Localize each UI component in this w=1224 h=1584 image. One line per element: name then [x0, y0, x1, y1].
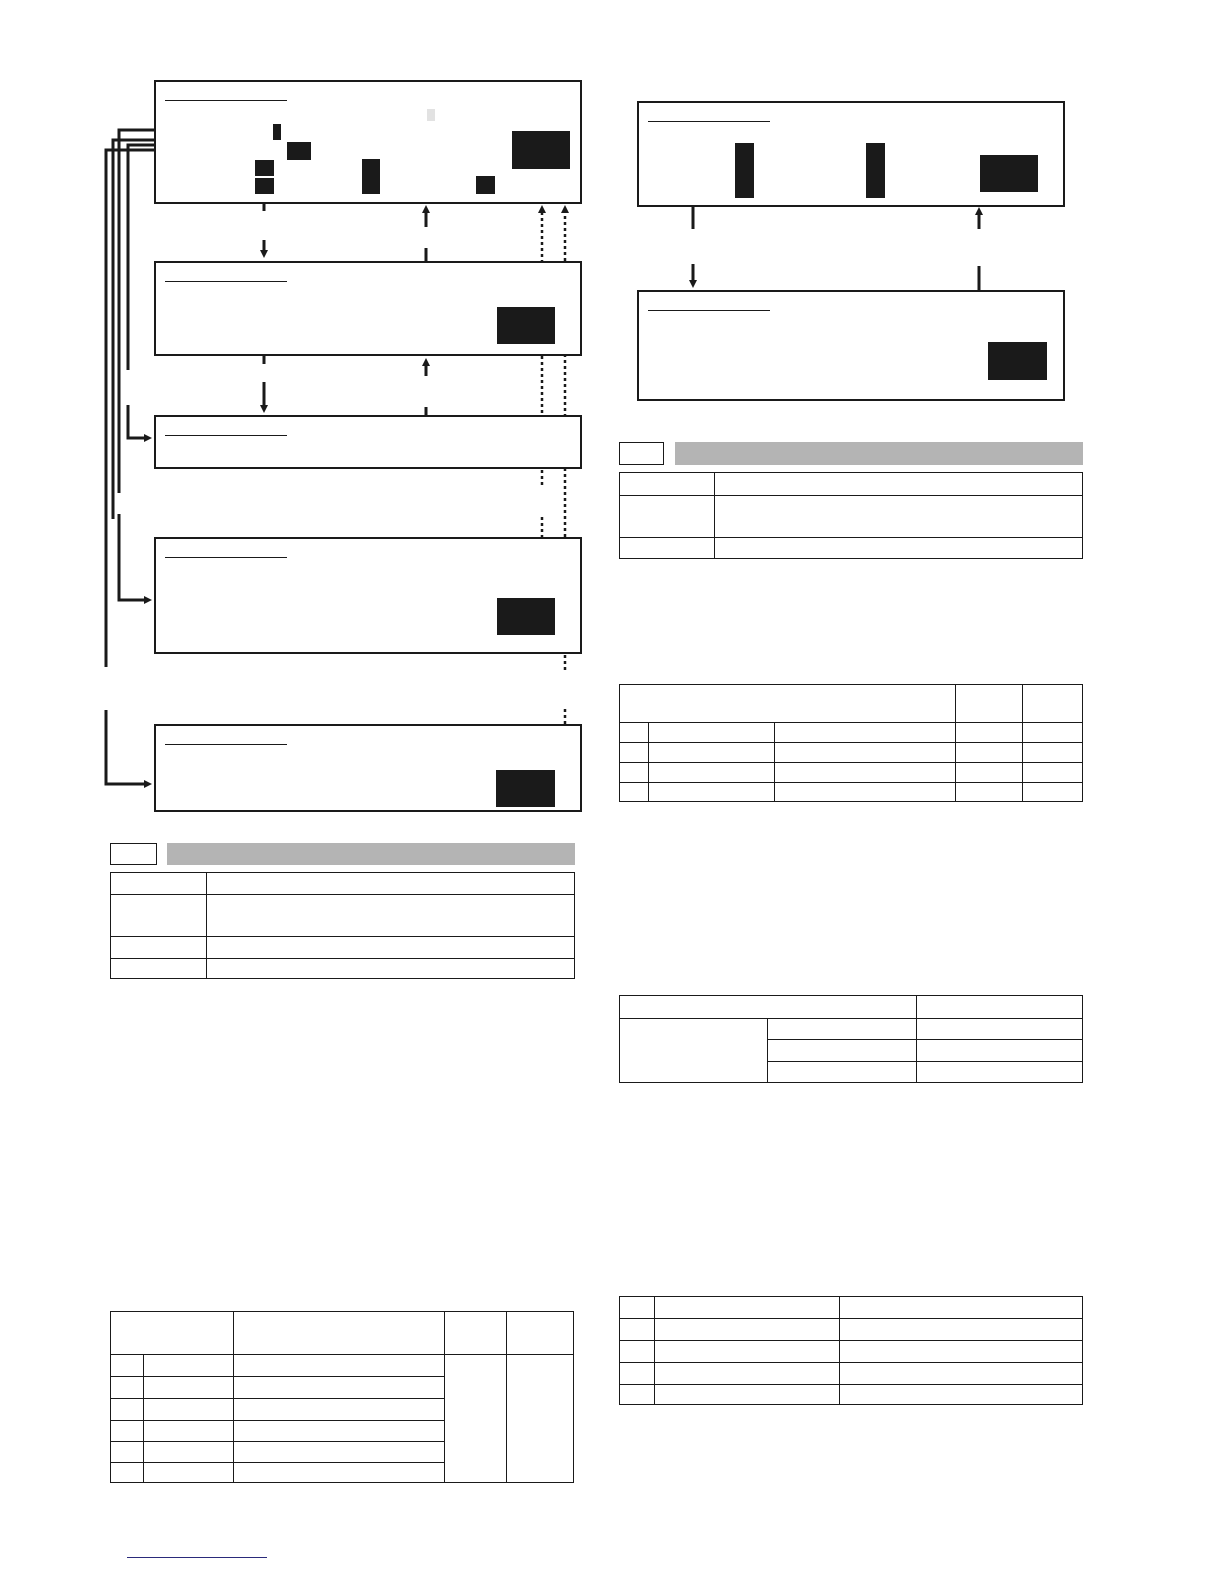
- table-cell: [620, 473, 715, 496]
- table-group-cell: [620, 1019, 768, 1083]
- bottom-screen-panel: [637, 290, 1065, 401]
- panel-title: [648, 298, 770, 311]
- panel-title: [165, 423, 287, 436]
- table-row: [620, 1363, 1083, 1385]
- table-cell: [207, 959, 575, 979]
- table-header-cell: [234, 1312, 445, 1355]
- panel-title: [165, 732, 287, 745]
- panel-title: [165, 545, 287, 558]
- table-cell: [111, 895, 207, 937]
- table-row: [111, 1355, 574, 1377]
- table-header-cell: [620, 996, 917, 1019]
- ok-button[interactable]: [497, 307, 555, 344]
- panel-title: [165, 88, 287, 101]
- highlight-cell[interactable]: [866, 143, 885, 198]
- table-header-cell: [111, 1312, 234, 1355]
- sub-screen-1-panel: [154, 261, 582, 356]
- top-screen-panel: [637, 101, 1065, 207]
- table-cell: [715, 473, 1083, 496]
- table-cell: [620, 538, 715, 559]
- highlight-cell[interactable]: [255, 160, 274, 176]
- table-header-cell: [445, 1312, 507, 1355]
- right-section-table: [619, 472, 1083, 559]
- table-cell: [207, 937, 575, 959]
- table-cell: [111, 873, 207, 895]
- right-table-a: [619, 684, 1083, 802]
- table-cell: [111, 937, 207, 959]
- table-header-cell: [956, 685, 1023, 723]
- highlight-cell[interactable]: [273, 124, 281, 140]
- table-row: [620, 743, 1083, 763]
- section-heading-bar: [167, 843, 575, 865]
- sub-screen-3-panel: [154, 537, 582, 654]
- table-row: [620, 783, 1083, 802]
- table-row: [620, 1019, 1083, 1040]
- table-cell: [207, 895, 575, 937]
- table-cell: [715, 538, 1083, 559]
- main-screen-panel: [154, 80, 582, 204]
- panel-title: [648, 109, 770, 122]
- highlight-cell[interactable]: [476, 176, 495, 194]
- table-row: [620, 1341, 1083, 1363]
- ok-button[interactable]: [497, 598, 555, 635]
- link-line-to-screen-1: [128, 145, 155, 370]
- table-header-cell: [620, 685, 956, 723]
- table-merged-cell: [445, 1355, 507, 1483]
- section-label-box: [110, 843, 157, 865]
- cursor-indicator: [427, 109, 435, 121]
- table-cell: [715, 496, 1083, 538]
- panel-title: [165, 269, 287, 282]
- right-table-c: [619, 1296, 1083, 1405]
- sub-screen-2-panel: [154, 415, 582, 469]
- table-row: [620, 763, 1083, 783]
- table-cell: [207, 873, 575, 895]
- section-heading-bar: [675, 442, 1083, 465]
- left-section-table: [110, 872, 575, 979]
- table-row: [620, 1319, 1083, 1341]
- highlight-cell[interactable]: [287, 142, 311, 160]
- table-cell: [620, 496, 715, 538]
- table-header-cell: [917, 996, 1083, 1019]
- footer-rule: [127, 1557, 267, 1558]
- sub-screen-4-panel: [154, 724, 582, 812]
- left-bottom-table: [110, 1311, 574, 1483]
- ok-button[interactable]: [988, 342, 1047, 380]
- right-table-b: [619, 995, 1083, 1083]
- highlight-cell[interactable]: [735, 143, 754, 198]
- ok-button[interactable]: [980, 155, 1038, 192]
- table-header-cell: [507, 1312, 574, 1355]
- table-cell: [111, 959, 207, 979]
- table-merged-cell: [507, 1355, 574, 1483]
- ok-button[interactable]: [512, 131, 570, 169]
- highlight-cell[interactable]: [255, 178, 274, 194]
- table-header-cell: [1023, 685, 1083, 723]
- highlight-cell[interactable]: [362, 159, 380, 194]
- table-row: [620, 723, 1083, 743]
- ok-button[interactable]: [496, 770, 555, 807]
- section-label-box: [619, 442, 664, 465]
- table-row: [620, 1385, 1083, 1405]
- table-row: [620, 1297, 1083, 1319]
